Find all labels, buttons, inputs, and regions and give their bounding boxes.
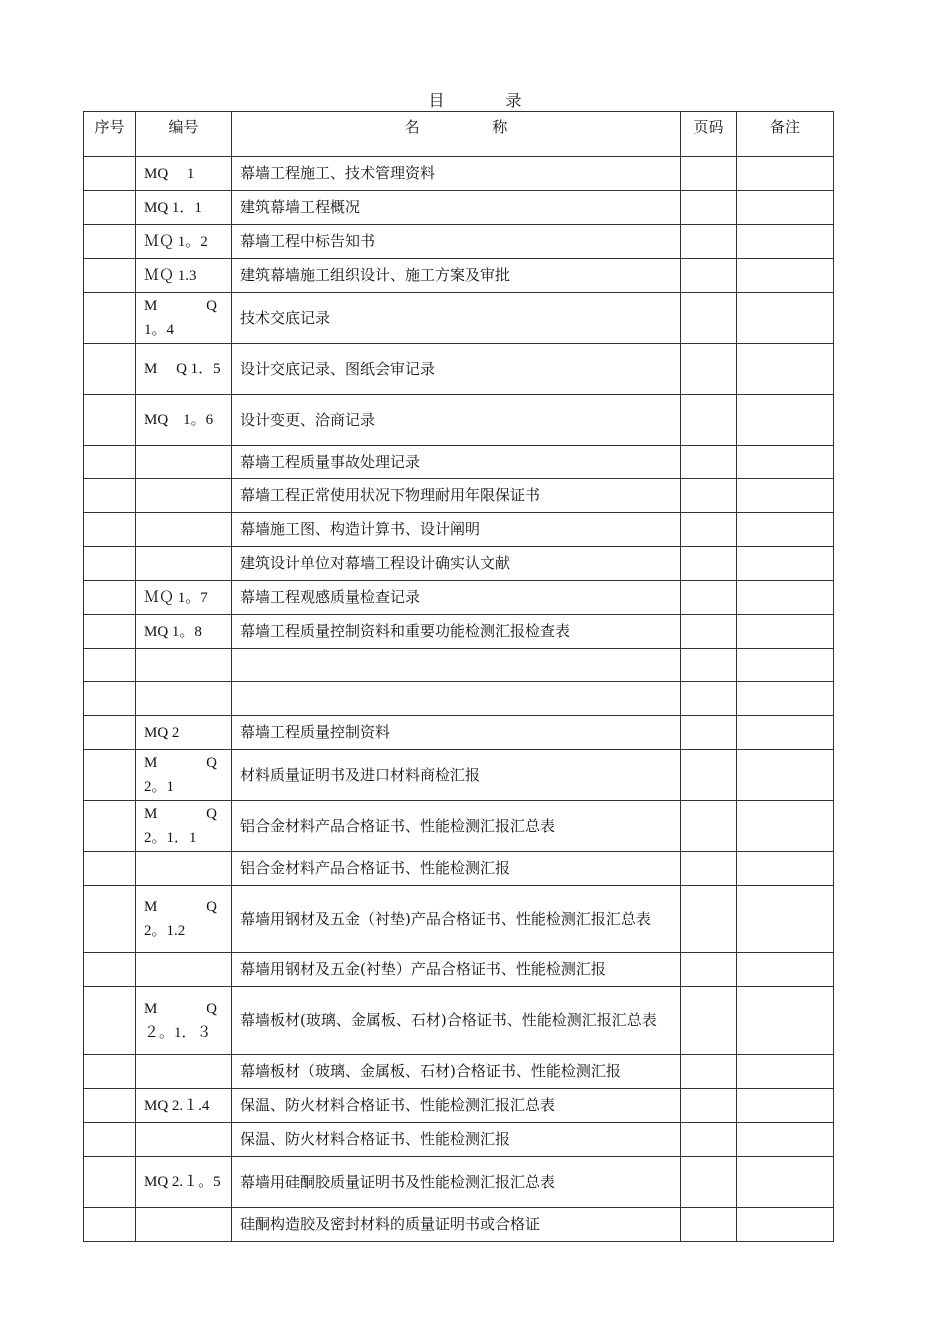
row-index-cell bbox=[84, 395, 136, 446]
row-name-cell: 建筑幕墙施工组织设计、施工方案及审批 bbox=[232, 259, 681, 293]
row-code-cell bbox=[136, 953, 232, 987]
table-row bbox=[84, 852, 834, 886]
row-name-cell: 幕墙用钢材及五金(衬垫）产品合格证书、性能检测汇报 bbox=[232, 953, 681, 987]
row-name-cell: 幕墙工程质量控制资料和重要功能检测汇报检查表 bbox=[232, 615, 681, 649]
row-name-cell: 铝合金材料产品合格证书、性能检测汇报汇总表 bbox=[232, 801, 681, 852]
row-code-cell: MQ 1．1 bbox=[136, 191, 232, 225]
table-row bbox=[84, 1208, 834, 1242]
table-row bbox=[84, 581, 834, 615]
row-name-cell: 幕墙工程施工、技术管理资料 bbox=[232, 157, 681, 191]
row-page-cell bbox=[681, 513, 737, 547]
row-index-cell bbox=[84, 581, 136, 615]
row-name-cell: 幕墙板材(玻璃、金属板、石材)合格证书、性能检测汇报汇总表 bbox=[232, 987, 681, 1055]
row-page-cell bbox=[681, 259, 737, 293]
row-remark-cell bbox=[737, 716, 834, 750]
row-code-cell: MQ 1。8 bbox=[136, 615, 232, 649]
col-header-name bbox=[232, 112, 681, 157]
row-index-cell bbox=[84, 344, 136, 395]
row-code-cell: MQ 2.１。5 bbox=[136, 1157, 232, 1208]
row-name-cell: 幕墙用硅酮胶质量证明书及性能检测汇报汇总表 bbox=[232, 1157, 681, 1208]
row-name-cell: 幕墙工程观感质量检查记录 bbox=[232, 581, 681, 615]
row-name-cell: 硅酮构造胶及密封材料的质量证明书或合格证 bbox=[232, 1208, 681, 1242]
table-row bbox=[84, 953, 834, 987]
table-row bbox=[84, 446, 834, 479]
row-index-cell bbox=[84, 191, 136, 225]
row-page-cell bbox=[681, 547, 737, 581]
row-name-cell bbox=[232, 649, 681, 682]
row-remark-cell bbox=[737, 225, 834, 259]
row-code-cell bbox=[136, 446, 232, 479]
row-page-cell bbox=[681, 615, 737, 649]
row-remark-cell bbox=[737, 852, 834, 886]
table-row bbox=[84, 1123, 834, 1157]
row-page-cell bbox=[681, 801, 737, 852]
row-index-cell bbox=[84, 259, 136, 293]
row-code-cell bbox=[136, 682, 232, 716]
row-page-cell bbox=[681, 750, 737, 801]
row-code-cell: M Q 2。1．1 bbox=[136, 801, 232, 852]
row-remark-cell bbox=[737, 259, 834, 293]
row-name-cell: 保温、防火材料合格证书、性能检测汇报 bbox=[232, 1123, 681, 1157]
col-header-index: 序号 bbox=[84, 112, 136, 157]
row-index-cell bbox=[84, 987, 136, 1055]
row-index-cell bbox=[84, 953, 136, 987]
table-row bbox=[84, 513, 834, 547]
table-row bbox=[84, 191, 834, 225]
row-remark-cell bbox=[737, 1055, 834, 1089]
table-row bbox=[84, 682, 834, 716]
row-page-cell bbox=[681, 1123, 737, 1157]
row-remark-cell bbox=[737, 191, 834, 225]
row-code-cell: M Q 2。1 bbox=[136, 750, 232, 801]
table-row bbox=[84, 157, 834, 191]
row-code-cell bbox=[136, 649, 232, 682]
table-row bbox=[84, 750, 834, 801]
row-index-cell bbox=[84, 547, 136, 581]
row-page-cell bbox=[681, 649, 737, 682]
row-index-cell bbox=[84, 157, 136, 191]
row-page-cell bbox=[681, 581, 737, 615]
row-remark-cell bbox=[737, 953, 834, 987]
table-row bbox=[84, 1157, 834, 1208]
row-code-cell bbox=[136, 513, 232, 547]
row-page-cell bbox=[681, 1208, 737, 1242]
row-remark-cell bbox=[737, 344, 834, 395]
row-code-cell: M Q ２。1．３ bbox=[136, 987, 232, 1055]
row-code-cell bbox=[136, 852, 232, 886]
row-page-cell bbox=[681, 682, 737, 716]
row-remark-cell bbox=[737, 1157, 834, 1208]
row-name-cell: 幕墙板材（玻璃、金属板、石材)合格证书、性能检测汇报 bbox=[232, 1055, 681, 1089]
row-index-cell bbox=[84, 225, 136, 259]
row-page-cell bbox=[681, 987, 737, 1055]
row-index-cell bbox=[84, 886, 136, 953]
row-remark-cell bbox=[737, 395, 834, 446]
row-index-cell bbox=[84, 446, 136, 479]
row-code-cell: M Q 1。4 bbox=[136, 293, 232, 344]
col-header-page: 页码 bbox=[681, 112, 737, 157]
row-name-cell: 建筑幕墙工程概况 bbox=[232, 191, 681, 225]
row-index-cell bbox=[84, 852, 136, 886]
row-index-cell bbox=[84, 682, 136, 716]
row-remark-cell bbox=[737, 987, 834, 1055]
row-name-cell: 幕墙工程质量事故处理记录 bbox=[232, 446, 681, 479]
col-header-code: 编号 bbox=[136, 112, 232, 157]
row-page-cell bbox=[681, 953, 737, 987]
row-index-cell bbox=[84, 615, 136, 649]
table-row bbox=[84, 395, 834, 446]
table-row bbox=[84, 649, 834, 682]
row-page-cell bbox=[681, 1089, 737, 1123]
table-row bbox=[84, 716, 834, 750]
row-code-cell bbox=[136, 1123, 232, 1157]
row-index-cell bbox=[84, 293, 136, 344]
row-remark-cell bbox=[737, 615, 834, 649]
row-code-cell bbox=[136, 479, 232, 513]
toc-body bbox=[84, 157, 834, 1242]
row-remark-cell bbox=[737, 513, 834, 547]
row-name-cell: 幕墙工程质量控制资料 bbox=[232, 716, 681, 750]
row-remark-cell bbox=[737, 446, 834, 479]
row-remark-cell bbox=[737, 293, 834, 344]
row-name-cell: 幕墙施工图、构造计算书、设计阐明 bbox=[232, 513, 681, 547]
table-row bbox=[84, 479, 834, 513]
row-code-cell: ＭＱ 1。7 bbox=[136, 581, 232, 615]
row-code-cell: MQ 1。6 bbox=[136, 395, 232, 446]
row-name-cell: 幕墙用钢材及五金（衬垫)产品合格证书、性能检测汇报汇总表 bbox=[232, 886, 681, 953]
row-remark-cell bbox=[737, 801, 834, 852]
row-index-cell bbox=[84, 716, 136, 750]
col-header-remark: 备注 bbox=[737, 112, 834, 157]
row-page-cell bbox=[681, 1055, 737, 1089]
col-header-name-label: 名 称 bbox=[404, 118, 542, 136]
row-index-cell bbox=[84, 750, 136, 801]
table-row bbox=[84, 293, 834, 344]
table-row bbox=[84, 801, 834, 852]
row-code-cell bbox=[136, 1208, 232, 1242]
row-index-cell bbox=[84, 479, 136, 513]
table-row bbox=[84, 1055, 834, 1089]
row-code-cell: MQ 2.１.4 bbox=[136, 1089, 232, 1123]
row-remark-cell bbox=[737, 649, 834, 682]
row-page-cell bbox=[681, 1157, 737, 1208]
row-name-cell: 建筑设计单位对幕墙工程设计确实认文献 bbox=[232, 547, 681, 581]
table-row bbox=[84, 547, 834, 581]
row-name-cell: 材料质量证明书及进口材料商检汇报 bbox=[232, 750, 681, 801]
row-page-cell bbox=[681, 157, 737, 191]
row-index-cell bbox=[84, 649, 136, 682]
row-page-cell bbox=[681, 479, 737, 513]
row-page-cell bbox=[681, 344, 737, 395]
row-remark-cell bbox=[737, 479, 834, 513]
row-page-cell bbox=[681, 395, 737, 446]
row-code-cell: MQ 2 bbox=[136, 716, 232, 750]
table-header-row bbox=[84, 112, 834, 157]
row-page-cell bbox=[681, 446, 737, 479]
row-code-cell: M Q 1．5 bbox=[136, 344, 232, 395]
table-row bbox=[84, 886, 834, 953]
row-page-cell bbox=[681, 225, 737, 259]
row-code-cell: ＭＱ 1.3 bbox=[136, 259, 232, 293]
row-page-cell bbox=[681, 191, 737, 225]
row-name-cell: 幕墙工程正常使用状况下物理耐用年限保证书 bbox=[232, 479, 681, 513]
table-row bbox=[84, 1089, 834, 1123]
row-index-cell bbox=[84, 1089, 136, 1123]
row-remark-cell bbox=[737, 750, 834, 801]
table-row bbox=[84, 615, 834, 649]
table-row bbox=[84, 225, 834, 259]
row-remark-cell bbox=[737, 157, 834, 191]
row-remark-cell bbox=[737, 1208, 834, 1242]
row-remark-cell bbox=[737, 581, 834, 615]
row-page-cell bbox=[681, 852, 737, 886]
table-row bbox=[84, 344, 834, 395]
row-name-cell: 保温、防火材料合格证书、性能检测汇报汇总表 bbox=[232, 1089, 681, 1123]
row-remark-cell bbox=[737, 1089, 834, 1123]
row-remark-cell bbox=[737, 682, 834, 716]
row-page-cell bbox=[681, 293, 737, 344]
row-code-cell: M Q 2。1.2 bbox=[136, 886, 232, 953]
row-code-cell bbox=[136, 1055, 232, 1089]
row-code-cell: ＭＱ 1。2 bbox=[136, 225, 232, 259]
row-index-cell bbox=[84, 1123, 136, 1157]
row-code-cell bbox=[136, 547, 232, 581]
row-index-cell bbox=[84, 1208, 136, 1242]
row-index-cell bbox=[84, 513, 136, 547]
toc-table bbox=[83, 111, 834, 1242]
row-page-cell bbox=[681, 886, 737, 953]
row-page-cell bbox=[681, 716, 737, 750]
row-remark-cell bbox=[737, 1123, 834, 1157]
page-title: 目 录 bbox=[428, 91, 550, 110]
table-row bbox=[84, 259, 834, 293]
row-name-cell: 设计变更、洽商记录 bbox=[232, 395, 681, 446]
row-name-cell: 铝合金材料产品合格证书、性能检测汇报 bbox=[232, 852, 681, 886]
row-name-cell: 设计交底记录、图纸会审记录 bbox=[232, 344, 681, 395]
row-remark-cell bbox=[737, 886, 834, 953]
row-code-cell: MQ 1 bbox=[136, 157, 232, 191]
row-index-cell bbox=[84, 1055, 136, 1089]
row-name-cell bbox=[232, 682, 681, 716]
table-row bbox=[84, 987, 834, 1055]
row-name-cell: 幕墙工程中标告知书 bbox=[232, 225, 681, 259]
row-index-cell bbox=[84, 1157, 136, 1208]
row-remark-cell bbox=[737, 547, 834, 581]
row-index-cell bbox=[84, 801, 136, 852]
row-name-cell: 技术交底记录 bbox=[232, 293, 681, 344]
